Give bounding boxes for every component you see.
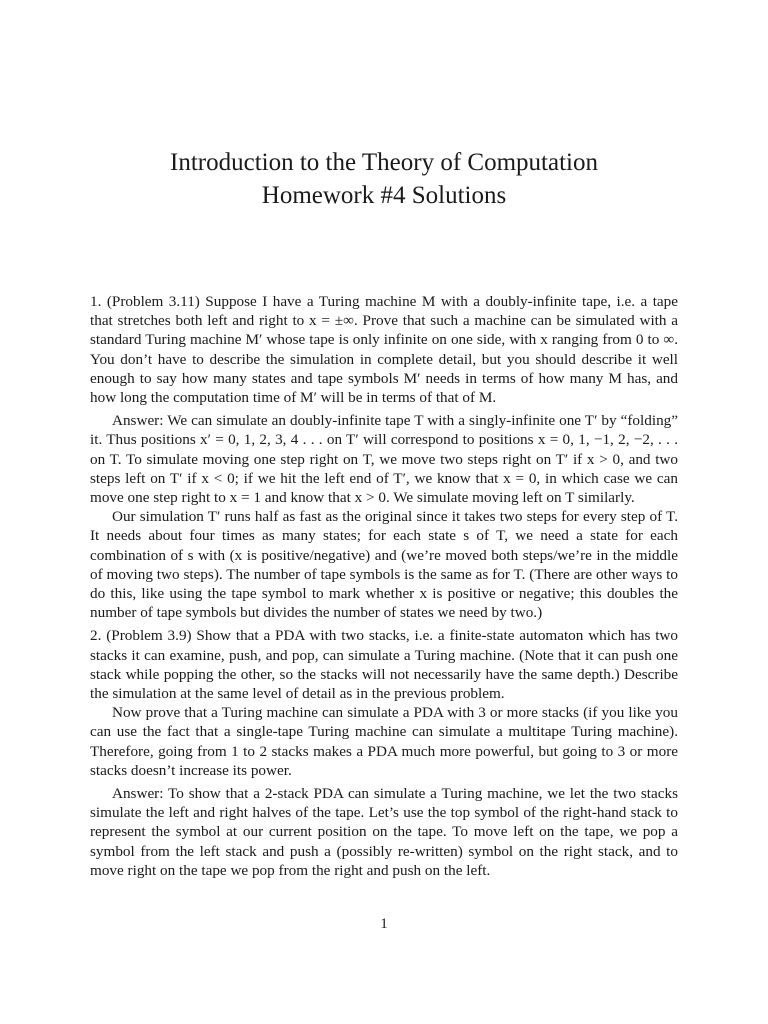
document-body bbox=[90, 292, 678, 880]
page-number: 1 bbox=[380, 916, 388, 932]
problem-1-answer-continued: Our simulation T′ runs half as fast as the original since it takes two steps for every step of T. It needs about four times as many states; for each state s of T, we need a state for each combination of s with (x is positive/negative) and (we’re moved both steps/we’re in the middle of moving two steps). The number of tape symbols is the same as for T. (There are other ways to do this, like using the tape symbol to mark whether x is positive or negative; this doubles the number of tape symbols but divides the number of states we need by two.) bbox=[90, 508, 678, 622]
title-line-2: Homework #4 Solutions bbox=[261, 182, 507, 209]
problem-1-statement: 1. (Problem 3.11) Suppose I have a Turing machine M with a doubly-infinite tape, i.e. a tape that stretches both left and right to x = ±∞. Prove that such a machine can be simulated with a standard Turing machine M′ whose tape is only infinite on one side, with x ranging from 0 to ∞. You don’t have to describe the simulation in complete detail, but you should describe it well enough to say how many states and tape symbols M′ needs in terms of how many M has, and how long the computation time of M′ will be in terms of that of M. bbox=[90, 293, 678, 407]
problem-2-statement: 2. (Problem 3.9) Show that a PDA with two stacks, i.e. a finite-state automaton which has two stacks it can examine, push, and pop, can simulate a Turing machine. (Note that it can push one stack while popping the other, so the stacks will not necessarily have the same depth.) Describe the simulation at the same level of detail as in the previous problem. bbox=[90, 627, 678, 703]
problem-1-answer: Answer: We can simulate an doubly-infinite tape T with a singly-infinite one T′ by “folding” it. Thus positions x′ = 0, 1, 2, 3, 4 . . . on T′ will correspond to positions x = 0, 1, −1, 2, −2, . . . on T. To simulate moving one step right on T, we move two steps right on T′ if x > 0, and two steps left on T′ if x < 0; if we hit the left end of T′, we know that x = 0, in which case we can move one step right to x = 1 and know that x > 0. We simulate moving left on T similarly. bbox=[90, 412, 678, 507]
problem-2-statement-continued: Now prove that a Turing machine can simulate a PDA with 3 or more stacks (if you like you can use the fact that a single-tape Turing machine can simulate a multitape Turing machine). Therefore, going from 1 to 2 stacks makes a PDA much more powerful, but going to 3 or more stacks doesn’t increase its power. bbox=[90, 704, 678, 779]
document-title bbox=[0, 146, 768, 212]
problem-2-answer: Answer: To show that a 2-stack PDA can simulate a Turing machine, we let the two stacks simulate the left and right halves of the tape. Let’s use the top symbol of the right-hand stack to represent the symbol at our current position on the tape. To move left on the tape, we pop a symbol from the left stack and push a (possibly re-written) symbol on the right stack, and to move right on the tape we pop from the right and push on the left. bbox=[90, 785, 678, 879]
title-line-1: Introduction to the Theory of Computation bbox=[170, 149, 598, 176]
